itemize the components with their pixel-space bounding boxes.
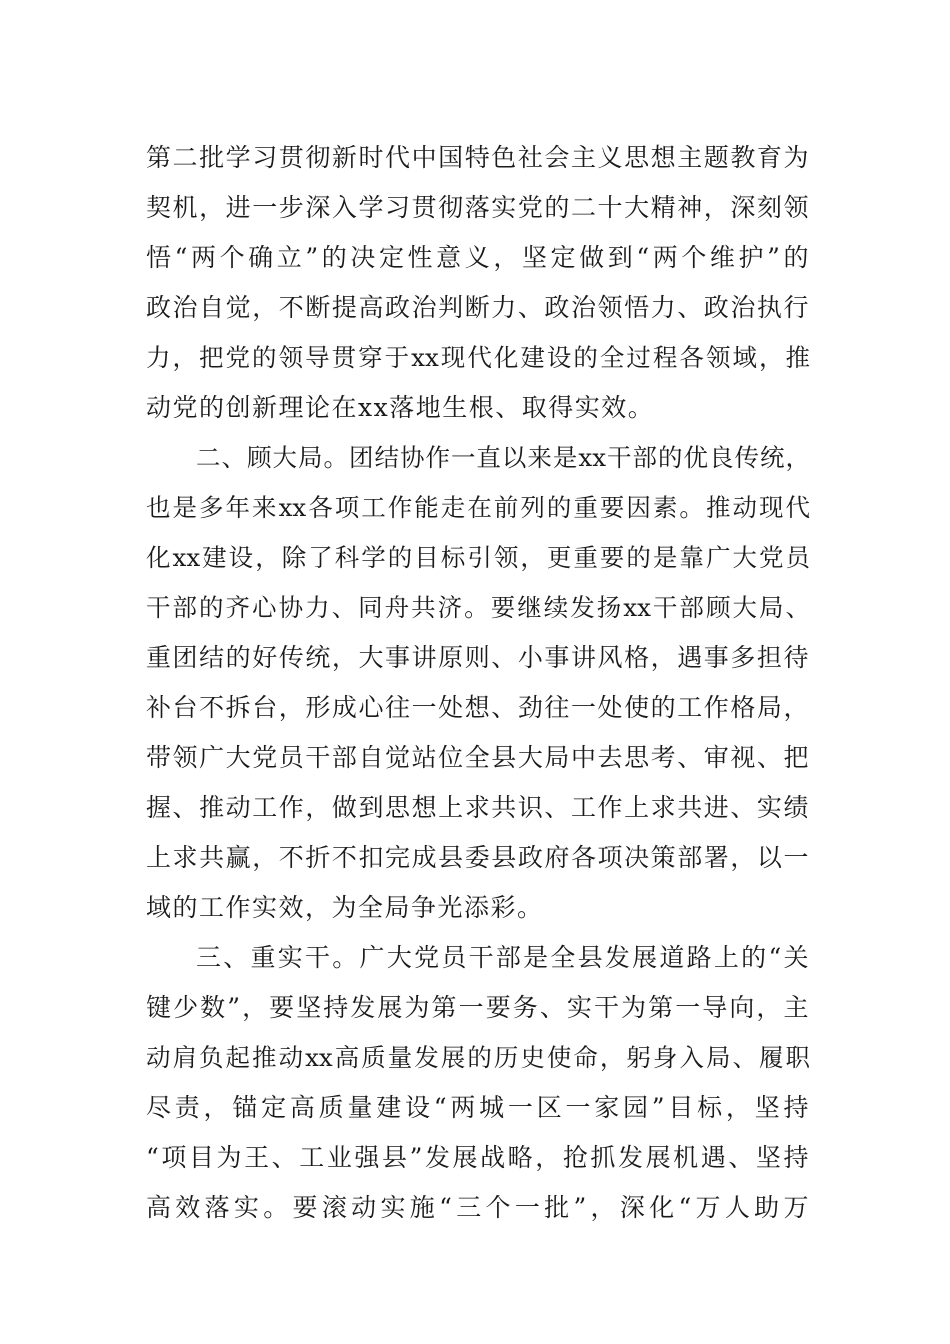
text-line-4: 政治自觉，不断提高政治判断力、政治领悟力、政治执行 [146, 293, 810, 322]
text-line-2: 契机，进一步深入学习贯彻落实党的二十大精神，深刻领 [146, 193, 810, 222]
text-line-21: “项目为王、工业强县”发展战略，抢抓发展机遇、坚持 [146, 1143, 810, 1172]
text-line-13: 带领广大党员干部自觉站位全县大局中去思考、审视、把 [146, 743, 810, 772]
text-line-10: 干部的齐心协力、同舟共济。要继续发扬xx干部顾大局、 [146, 593, 810, 622]
text-line-17: 三、重实干。广大党员干部是全县发展道路上的“关 [196, 943, 810, 972]
text-line-9: 化xx建设，除了科学的目标引领，更重要的是靠广大党员 [146, 543, 810, 572]
text-line-3: 悟“两个确立”的决定性意义，坚定做到“两个维护”的 [146, 243, 810, 272]
text-line-15: 上求共赢，不折不扣完成县委县政府各项决策部署，以一 [146, 843, 810, 872]
text-line-14: 握、推动工作，做到思想上求共识、工作上求共进、实绩 [146, 793, 810, 822]
text-line-7: 二、顾大局。团结协作一直以来是xx干部的优良传统， [196, 443, 810, 472]
text-line-18: 键少数”，要坚持发展为第一要务、实干为第一导向，主 [146, 993, 810, 1022]
text-line-16: 域的工作实效，为全局争光添彩。 [146, 893, 544, 922]
text-line-20: 尽责，锚定高质量建设“两城一区一家园”目标，坚持 [146, 1093, 810, 1122]
text-line-5: 力，把党的领导贯穿于xx现代化建设的全过程各领域，推 [146, 343, 810, 372]
text-line-8: 也是多年来xx各项工作能走在前列的重要因素。推动现代 [146, 493, 810, 522]
text-line-11: 重团结的好传统，大事讲原则、小事讲风格，遇事多担待 [146, 643, 810, 672]
text-line-6: 动党的创新理论在xx落地生根、取得实效。 [146, 393, 655, 422]
text-line-12: 补台不拆台，形成心往一处想、劲往一处使的工作格局， [146, 693, 810, 722]
text-line-22: 高效落实。要滚动实施“三个一批”，深化“万人助万 [146, 1193, 810, 1222]
text-line-19: 动肩负起推动xx高质量发展的历史使命，躬身入局、履职 [146, 1043, 810, 1072]
text-line-1: 第二批学习贯彻新时代中国特色社会主义思想主题教育为 [146, 143, 810, 172]
document-body [146, 133, 810, 1233]
